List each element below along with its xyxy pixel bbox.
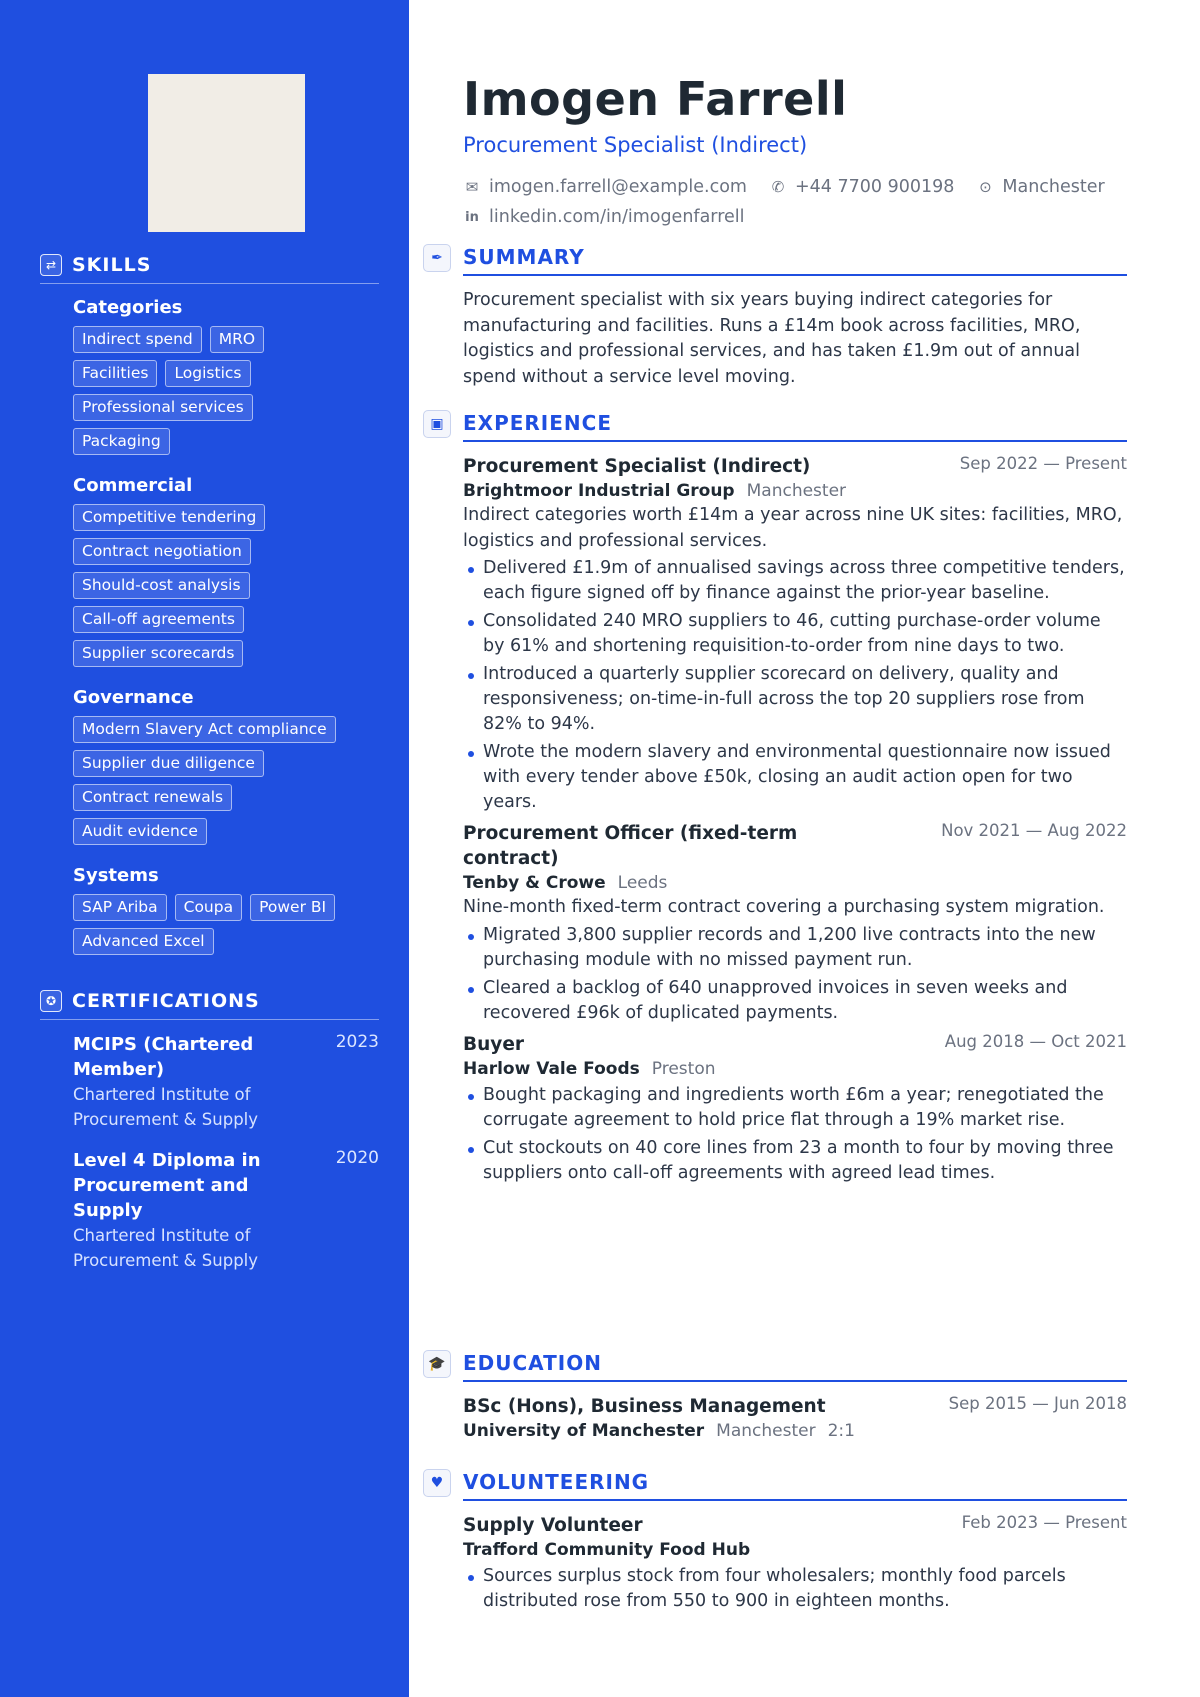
list-item: Wrote the modern slavery and environmental questionnaire now issued with every tender above £50k, closing an audit action open for two years. (463, 740, 1127, 815)
education-date: Sep 2015 — Jun 2018 (948, 1394, 1127, 1413)
map-pin-icon: ⊙ (979, 178, 992, 196)
job-org: Tenby & Crowe (463, 873, 606, 893)
job-description: Nine-month fixed-term contract covering a purchasing system migration. (463, 897, 1105, 917)
phone-text[interactable]: +44 7700 900198 (794, 177, 955, 197)
location-contact (976, 177, 1104, 197)
degree-title: BSc (Hons), Business Management (463, 1396, 826, 1417)
phone-icon: ✆ (771, 178, 785, 196)
skill-tag: Logistics (165, 360, 250, 387)
summary-text: Procurement specialist with six years buying indirect categories for manufacturing and facilities. Runs a £14m book across facilities, MRO, logistics and professional services, and has taken £1.9m out of annual spend without a service level moving. (463, 290, 1081, 387)
list-item: Bought packaging and ingredients worth £6m a year; renegotiated the corrugate agreement to hold price flat through a 19% market rise. (463, 1083, 1127, 1133)
job-location: Manchester (746, 481, 847, 501)
skill-tag: Call-off agreements (73, 606, 244, 633)
linkedin-contact[interactable] (463, 207, 745, 227)
skills-title: SKILLS (72, 253, 152, 276)
location-text: Manchester (1002, 177, 1105, 197)
experience-entry (463, 454, 1127, 815)
skill-group-commercial (73, 474, 379, 674)
experience-entry (463, 1032, 1127, 1186)
linkedin-text[interactable]: linkedin.com/in/imogenfarrell (489, 207, 745, 227)
education-section (428, 1348, 1127, 1443)
summary-header (431, 242, 1127, 276)
volunteer-bullets (463, 1564, 1127, 1614)
skill-group-governance (73, 686, 379, 852)
skill-tag: Supplier due diligence (73, 750, 264, 777)
skill-tag: Power BI (250, 894, 335, 921)
certifications-header (40, 988, 379, 1020)
email-text[interactable]: imogen.farrell@example.com (489, 177, 747, 197)
experience-header (430, 408, 1127, 442)
list-item: Consolidated 240 MRO suppliers to 46, cutting purchase-order volume by 61% and shortening requisition-to-order from nine days to two. (463, 609, 1127, 659)
certification-org: Chartered Institute of Procurement & Supply (73, 1226, 259, 1270)
job-location: Leeds (617, 873, 668, 893)
school-name: University of Manchester (463, 1421, 705, 1441)
job-description: Indirect categories worth £14m a year across nine UK sites: facilities, MRO, logistics and professional services. (463, 505, 1123, 551)
briefcase-icon: ▣ (423, 410, 451, 438)
skill-tag: Supplier scorecards (73, 640, 243, 667)
education-title: EDUCATION (463, 1351, 602, 1375)
job-org: Harlow Vale Foods (463, 1058, 640, 1079)
job-date: Aug 2018 — Oct 2021 (944, 1031, 1127, 1051)
volunteering-section (430, 1467, 1127, 1617)
volunteer-date: Feb 2023 — Present (961, 1513, 1127, 1532)
school-location: Manchester (716, 1421, 816, 1441)
certifications-title: CERTIFICATIONS (72, 989, 260, 1012)
skill-tag: Modern Slavery Act compliance (73, 716, 336, 743)
certification-org: Chartered Institute of Procurement & Supply (73, 1085, 259, 1129)
skill-tag: MRO (210, 326, 264, 353)
skill-tag: Facilities (73, 360, 157, 387)
summary-title: SUMMARY (463, 245, 585, 269)
certificate-icon: ✪ (40, 990, 62, 1012)
list-item: Cleared a backlog of 640 unapproved invoices in seven weeks and recovered £96k of duplicated payments. (463, 976, 1127, 1026)
skill-tag: Contract renewals (73, 784, 232, 811)
volunteering-entry (463, 1513, 1127, 1614)
skill-tag: Advanced Excel (73, 928, 214, 955)
contact-info (463, 172, 1127, 232)
skills-section (40, 252, 379, 962)
volunteer-role: Supply Volunteer (463, 1515, 643, 1536)
job-date: Sep 2022 — Present (959, 454, 1127, 473)
graduation-cap-icon: 🎓 (423, 1350, 451, 1378)
skills-header (40, 252, 379, 284)
experience-title: EXPERIENCE (463, 411, 612, 435)
experience-section (430, 408, 1127, 1189)
phone-contact[interactable] (769, 177, 954, 197)
mail-icon: ✉ (465, 178, 479, 196)
certification-year: 2023 (335, 1032, 379, 1052)
job-title: Procurement Specialist (Indirect) (463, 456, 811, 477)
profile-photo-placeholder (148, 74, 305, 232)
skill-tag: Should-cost analysis (73, 572, 250, 599)
certifications-section (40, 988, 379, 1273)
handshake-icon: ♥ (423, 1469, 451, 1497)
email-contact[interactable] (463, 177, 747, 197)
job-bullets (463, 923, 1127, 1026)
experience-entry (463, 821, 1127, 1026)
certification-title: Level 4 Diploma in Procurement and Supply (73, 1150, 261, 1221)
job-bullets (463, 1083, 1127, 1186)
list-item: Delivered £1.9m of annualised savings across three competitive tenders, each figure signed off by finance against the prior-year baseline. (463, 556, 1127, 606)
candidate-name: Imogen Farrell (463, 72, 848, 126)
skill-tag: Packaging (73, 428, 170, 455)
skill-tag: Coupa (175, 894, 242, 921)
pen-nib-icon: ✒ (423, 244, 451, 272)
job-title: Buyer (463, 1033, 525, 1055)
sidebar (0, 0, 409, 1697)
list-item: Introduced a quarterly supplier scorecard on delivery, quality and responsiveness; on-time-in-full across the top 20 suppliers rose from 82% to 94%. (463, 662, 1127, 737)
job-org: Brightmoor Industrial Group (463, 481, 735, 501)
skill-tag: Audit evidence (73, 818, 207, 845)
volunteer-org: Trafford Community Food Hub (463, 1540, 751, 1560)
summary-section (431, 242, 1127, 390)
job-date: Nov 2021 — Aug 2022 (941, 821, 1127, 840)
job-title: Procurement Officer (fixed-term contract) (463, 823, 798, 869)
skill-group-title: Commercial (73, 475, 193, 496)
certification-item (73, 1032, 379, 1132)
education-header (428, 1348, 1127, 1382)
job-location: Preston (651, 1058, 716, 1079)
list-item: Sources surplus stock from four wholesalers; monthly food parcels distributed rose from 550 to 900 in eighteen months. (463, 1564, 1127, 1614)
job-bullets (463, 556, 1127, 815)
education-entry (463, 1394, 1127, 1443)
linkedin-icon: in (465, 209, 479, 225)
skill-tag: Competitive tendering (73, 504, 265, 531)
skill-group-title: Categories (73, 297, 183, 318)
skill-tag: Professional services (73, 394, 253, 421)
candidate-role: Procurement Specialist (Indirect) (463, 133, 808, 157)
volunteering-header (430, 1467, 1127, 1501)
skill-group-title: Systems (73, 865, 159, 886)
degree-grade: 2:1 (827, 1421, 855, 1441)
skill-tag: Contract negotiation (73, 538, 251, 565)
skill-tag: SAP Ariba (73, 894, 167, 921)
skills-icon: ⇄ (40, 254, 62, 276)
skill-tag: Indirect spend (73, 326, 202, 353)
list-item: Cut stockouts on 40 core lines from 23 a month to four by moving three suppliers onto call-off agreements with agreed lead times. (463, 1136, 1127, 1186)
certification-item (73, 1148, 379, 1273)
skill-group-categories (73, 296, 379, 462)
skill-group-systems (73, 864, 379, 962)
skill-group-title: Governance (73, 687, 194, 708)
list-item: Migrated 3,800 supplier records and 1,200 live contracts into the new purchasing module with no missed payment run. (463, 923, 1127, 973)
certification-year: 2020 (335, 1148, 379, 1168)
certification-title: MCIPS (Chartered Member) (73, 1034, 254, 1080)
volunteering-title: VOLUNTEERING (463, 1470, 650, 1494)
